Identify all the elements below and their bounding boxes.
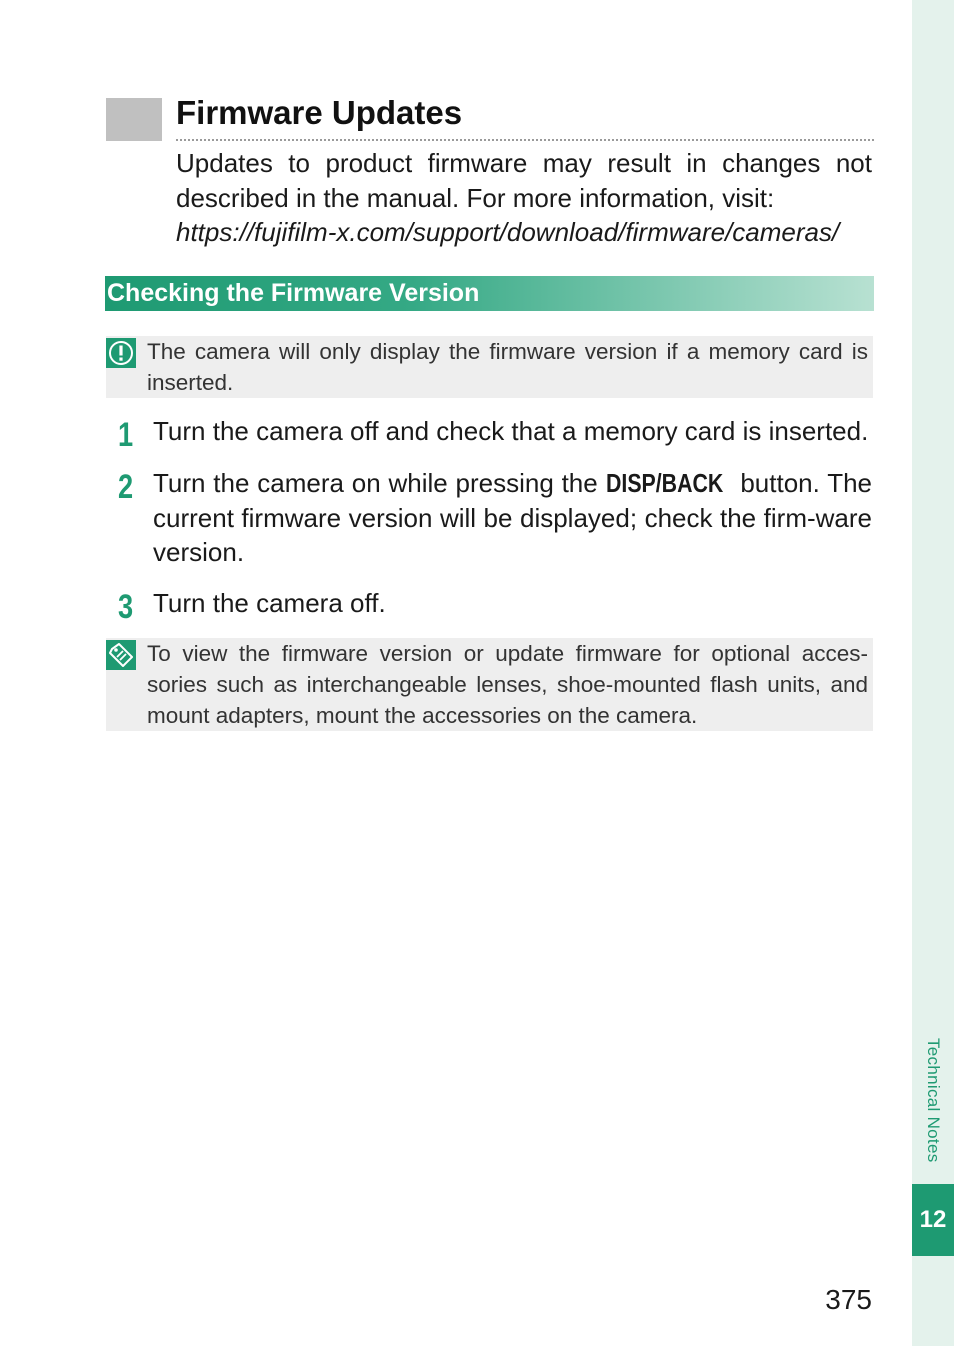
section-heading: Checking the Firmware Version: [105, 276, 874, 311]
step-text-before: Turn the camera on while pressing the: [153, 468, 606, 498]
tip-icon: [106, 640, 136, 670]
chapter-tab[interactable]: [912, 1184, 954, 1256]
tip-note: [106, 638, 873, 731]
caution-note-text: The camera will only display the firmware version if a memory card is inserted.: [147, 339, 868, 395]
intro-text: Updates to product firmware may result in changes not described in the manual. For more information, visit:: [176, 148, 872, 213]
title-marker-block: [106, 98, 162, 141]
chapter-number: 12: [919, 1206, 947, 1233]
step-number: 1: [118, 416, 134, 454]
chapter-side-label: [912, 1020, 954, 1180]
intro-paragraph: [176, 146, 872, 250]
title-divider: [176, 139, 874, 141]
chapter-name: Technical Notes: [924, 1037, 943, 1163]
caution-note: [106, 336, 873, 398]
step-text-after: button. The current firmware version will be displayed; check the firm-ware version.: [153, 468, 872, 567]
tip-note-text: To view the firmware version or update firmware for optional acces-sories such as interchangeable lenses, shoe-mounted flash units, and mount adapters, mount the accessories on the camera.: [147, 641, 868, 728]
page-title: Firmware Updates: [176, 94, 463, 131]
page-number: 375: [825, 1284, 872, 1315]
step-text: [153, 466, 872, 570]
step-text: Turn the camera off.: [153, 588, 386, 618]
step-number: 2: [118, 468, 134, 506]
step-text: Turn the camera off and check that a memory card is inserted.: [153, 416, 869, 446]
firmware-url-link[interactable]: https://fujifilm-x.com/support/download/firmware/cameras/: [176, 217, 840, 247]
step-number: 3: [118, 588, 134, 626]
disp-back-button-label: DISP/BACK: [605, 468, 723, 498]
caution-icon: [106, 338, 136, 368]
